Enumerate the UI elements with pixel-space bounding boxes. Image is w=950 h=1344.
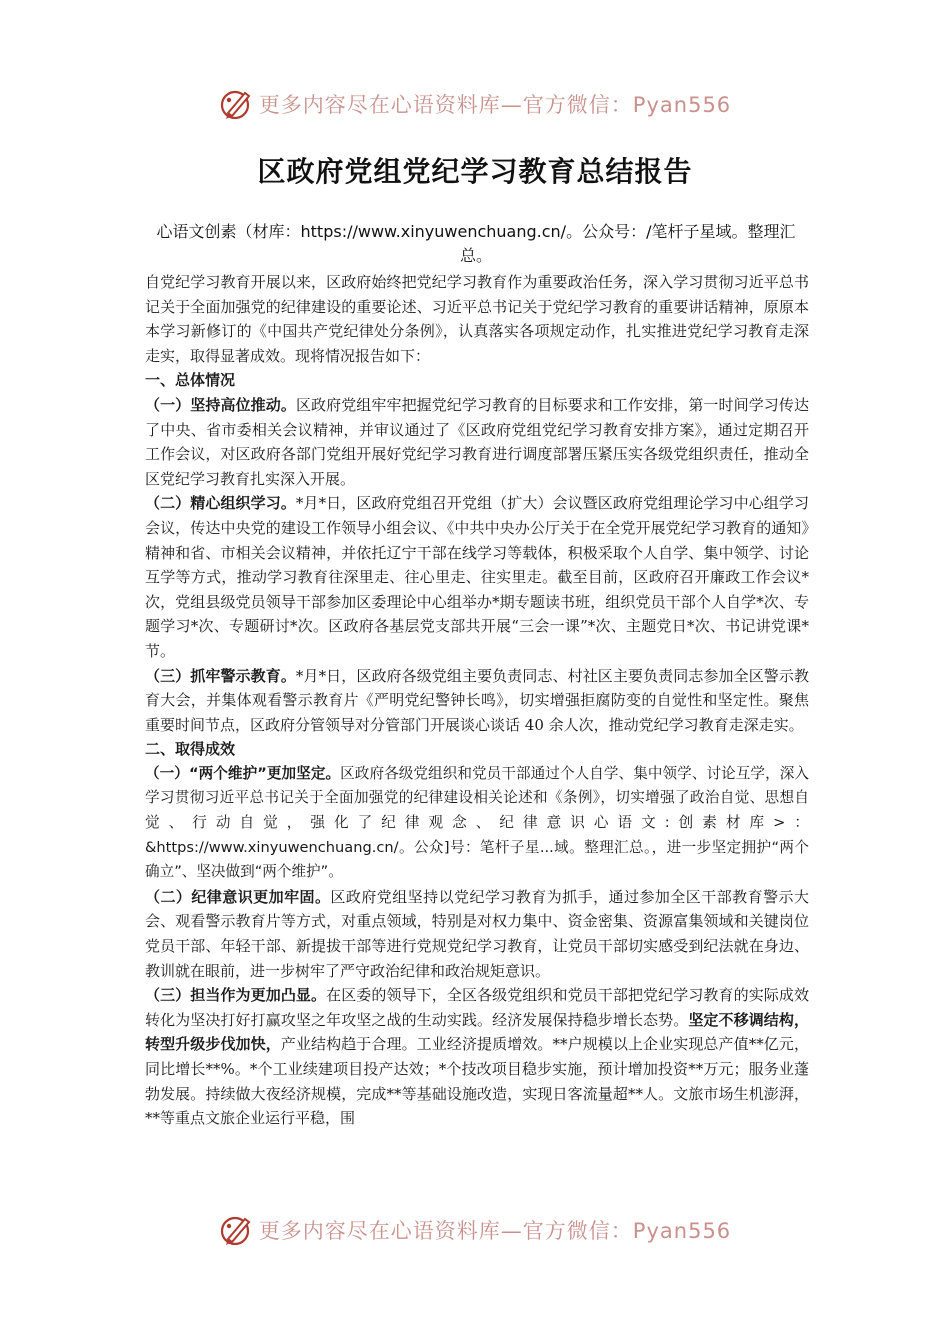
item-text: 区政府党组坚持以党纪学习教育为抓手，通过参加全区干部教育警示大会、观看警示教育片等方式，对重点领域，特别是对权力集中、资金密集、资源富集领域和关键岗位党员干部、年轻干部、新提拔干部等进行党规党纪学习教育，让党员干部切实感受到纪法就在身边、教训就在眼前，进一步树牢了严守政治纪律和政治规矩意识。 [145,887,809,980]
item-lead: （一）“两个维护”更加坚定。 [145,764,341,782]
item-text: 产业结构趋于合理。工业经济提质增效。**户规模以上企业实现总产值**亿元，同比增长**%。*个工业续建项目投产达效；*个技改项目稳步实施，预计增加投资**万元；服务业蓬勃发展。持续做大夜经济规模，完成**等基础设施改造，实现日客流量超**人。文旅市场生机澎湃，**等重点文旅企业运行平稳，围 [145,1035,809,1128]
footer-watermark-banner [0,1210,950,1250]
paragraph-item [145,393,809,491]
item-text: 区政府党组牢牢把握党纪学习教育的目标要求和工作安排，第一时间学习传达了中央、省市委相关会议精神，并审议通过了《区政府党组党纪学习教育安排方案》，通过定期召开工作会议，对区政府各部门党组开展好党纪学习教育进行调度部署压紧压实各级党组织责任，推动全区党纪学习教育扎实深入开展。 [145,395,809,488]
section-heading-overview: 一、总体情况 [145,371,236,390]
item-text: 区政府各级党组织和党员干部通过个人自学、集中领学、讨论互学，深入学习贯彻习近平总书记关于全面加强党的纪律建设相关论述和《条例》，切实增强了政治自觉、思想自觉、行动自觉，强化了纪律观念、纪律意识心语文:创素材库>：&https://www.xinyuwenchuang.cn/。公众]号：笔杆子星...域。整理汇总。，进一步坚定拥护“两个确立”、坚决做到“两个维护”。 [145,764,809,881]
watermark-text: 更多内容尽在心语资料库—官方微信：Pyan556 [258,1219,732,1243]
item-text: *月*日，区政府各级党组主要负责同志、村社区主要负责同志参加全区警示教育大会，并集体观看警示教育片《严明党纪警钟长鸣》，切实增强拒腐防变的自觉性和坚定性。聚焦重要时间节点，区政府分管领导对分管部门开展谈心谈话 40 余人次，推动党纪学习教育走深走实。 [145,666,809,734]
item-emphasis: 坚定不移调结构，转型升级步伐加快， [145,1010,809,1054]
item-lead: （一）坚持高位推动。 [145,395,296,414]
item-text: 在区委的领导下，全区各级党组织和党员干部把党纪学习教育的实际成效转化为坚决打好打赢攻坚之年攻坚之战的生动实践。经济发展保持稳步增长态势。 [145,986,809,1029]
paragraph-item [145,491,809,663]
section-heading-results: 二、取得成效 [145,740,236,759]
document-title: 区政府党组党纪学习教育总结报告 [257,155,693,188]
watermark-text: 更多内容尽在心语资料库—官方微信：Pyan556 [258,93,732,117]
item-lead: （二）精心组织学习。 [145,494,296,513]
pen-circle-logo-icon [219,86,255,122]
item-lead: （二）纪律意识更加牢固。 [145,887,331,906]
header-watermark-banner [0,84,950,124]
paragraph-item [145,762,809,885]
item-lead: （三）担当作为更加凸显。 [145,986,327,1005]
opening-paragraph: 自党纪学习教育开展以来，区政府始终把党纪学习教育作为重要政治任务，深入学习贯彻习近平总书记关于全面加强党的纪律建设的重要论述、习近平总书记关于党纪学习教育的重要讲话精神，原原本本学习新修订的《中国共产党纪律处分条例》，认真落实各项规定动作，扎实推进党纪学习教育走深走实，取得显著成效。现将情况报告如下： [145,273,809,365]
source-note: 心语文创素（材库：https://www.xinyuwenchuang.cn/。公众号：/笔杆子星域。整理汇总。 [156,222,796,265]
document-body [145,270,809,1131]
item-lead: （三）抓牢警示教育。 [145,666,296,685]
paragraph-item [145,983,809,1131]
paragraph-item [145,664,809,738]
paragraph-item [145,885,809,983]
item-text: *月*日，区政府党组召开党组（扩大）会议暨区政府党组理论学习中心组学习会议，传达中央党的建设工作领导小组会议、《中共中央办公厅关于在全党开展党纪学习教育的通知》精神和省、市相关会议精神，并依托辽宁干部在线学习等载体，积极采取个人自学、集中领学、讨论互学等方式，推动学习教育往深里走、往心里走、往实里走。截至目前，区政府召开廉政工作会议*次，党组县级党员领导干部参加区委理论中心组举办*期专题读书班，组织党员干部个人自学*次、专题学习*次、专题研讨*次。区政府各基层党支部共开展“三会一课”*次、主题党日*次、书记讲党课*节。 [145,494,809,660]
pen-circle-logo-icon [219,1212,255,1248]
